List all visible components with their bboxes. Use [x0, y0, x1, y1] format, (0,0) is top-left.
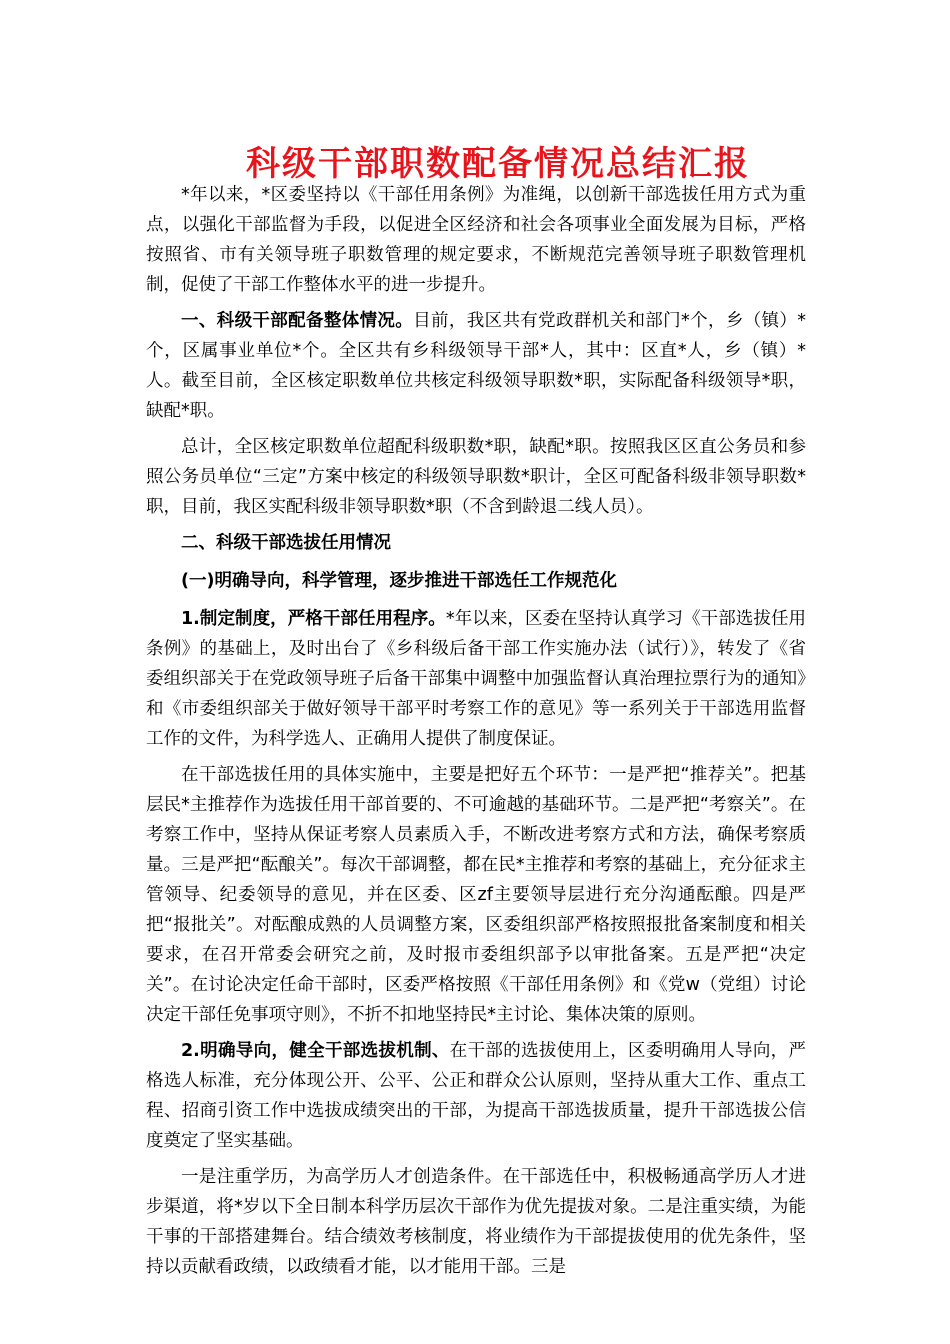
document-title: 科级干部职数配备情况总结汇报 — [246, 144, 750, 184]
paragraph-item-1 — [146, 604, 806, 754]
paragraph-item-2 — [146, 1036, 806, 1156]
item-2-text: 在干部的选拔使用上，区委明确用人导向，严格选人标准，充分体现公开、公平、公正和群众公认原则，坚持从重大工作、重点工程、招商引资工作中选拔成绩突出的干部，为提高干部选拔质量，提升干部选拔公信度奠定了坚实基础。 — [146, 1041, 807, 1151]
paragraph-focus: 一是注重学历，为高学历人才创造条件。在干部选任中，积极畅通高学历人才进步渠道，将*岁以下全日制本科学历层次干部作为优先提拔对象。二是注重实绩，为能干事的干部搭建舞台。结合绩效考核制度，将业绩作为干部提拔使用的优先条件，坚持以贡献看政绩，以政绩看才能，以才能用干部。三是 — [146, 1167, 806, 1277]
document-body — [146, 180, 806, 1288]
item-1-heading: 1.制定制度，严格干部任用程序。 — [181, 609, 446, 629]
section-1-text: 目前，我区共有党政群机关和部门*个，乡（镇）*个，区属事业单位*个。全区共有乡科级领导干部*人，其中：区直*人，乡（镇）*人。截至目前，全区核定职数单位共核定科级领导职数*职，实际配备科级领导*职，缺配*职。 — [146, 311, 807, 421]
section-1-heading: 一、科级干部配备整体情况。 — [181, 311, 414, 331]
subsection-1-heading: (一)明确导向，科学管理，逐步推进干部选任工作规范化 — [181, 571, 617, 591]
item-1-text: *年以来，区委在坚持认真学习《干部选拔任用条例》的基础上，及时出台了《乡科级后备干部工作实施办法（试行）》，转发了《省委组织部关于在党政领导班子后备干部集中调整中加强监督认真治理拉票行为的通知》和《市委组织部关于做好领导干部平时考察工作的意见》等一系列关于干部选用监督工作的文件，为科学选人、正确用人提供了制度保证。 — [146, 609, 807, 749]
item-2-heading: 2.明确导向，健全干部选拔机制、 — [181, 1041, 450, 1061]
paragraph-five-steps: 在干部选拔任用的具体实施中，主要是把好五个环节：一是严把“推荐关”。把基层民*主推荐作为选拔任用干部首要的、不可逾越的基础环节。二是严把“考察关”。在考察工作中，坚持从保证考察人员素质入手，不断改进考察方式和方法，确保考察质量。三是严把“酝酿关”。每次干部调整，都在民*主推荐和考察的基础上，充分征求主管领导、纪委领导的意见，并在区委、区zf主要领导层进行充分沟通酝酿。四是严把“报批关”。对酝酿成熟的人员调整方案，区委组织部严格按照报批备案制度和相关要求，在召开常委会研究之前，及时报市委组织部予以审批备案。五是严把“决定关”。在讨论决定任命干部时，区委严格按照《干部任用条例》和《党w（党组）讨论决定干部任免事项守则》，不折不扣地坚持民*主讨论、集体决策的原则。 — [146, 765, 806, 1025]
paragraph-total: 总计，全区核定职数单位超配科级职数*职，缺配*职。按照我区区直公务员和参照公务员单位“三定”方案中核定的科级领导职数*职计，全区可配备科级非领导职数*职，目前，我区实配科级非领导职数*职（不含到龄退二线人员）。 — [146, 437, 806, 517]
paragraph-section-1 — [146, 306, 806, 426]
section-2-heading: 二、科级干部选拔任用情况 — [181, 533, 391, 553]
paragraph-intro: *年以来，*区委坚持以《干部任用条例》为准绳，以创新干部选拔任用方式为重点，以强化干部监督为手段，以促进全区经济和社会各项事业全面发展为目标，严格按照省、市有关领导班子职数管理的规定要求，不断规范完善领导班子职数管理机制，促使了干部工作整体水平的进一步提升。 — [146, 185, 806, 295]
